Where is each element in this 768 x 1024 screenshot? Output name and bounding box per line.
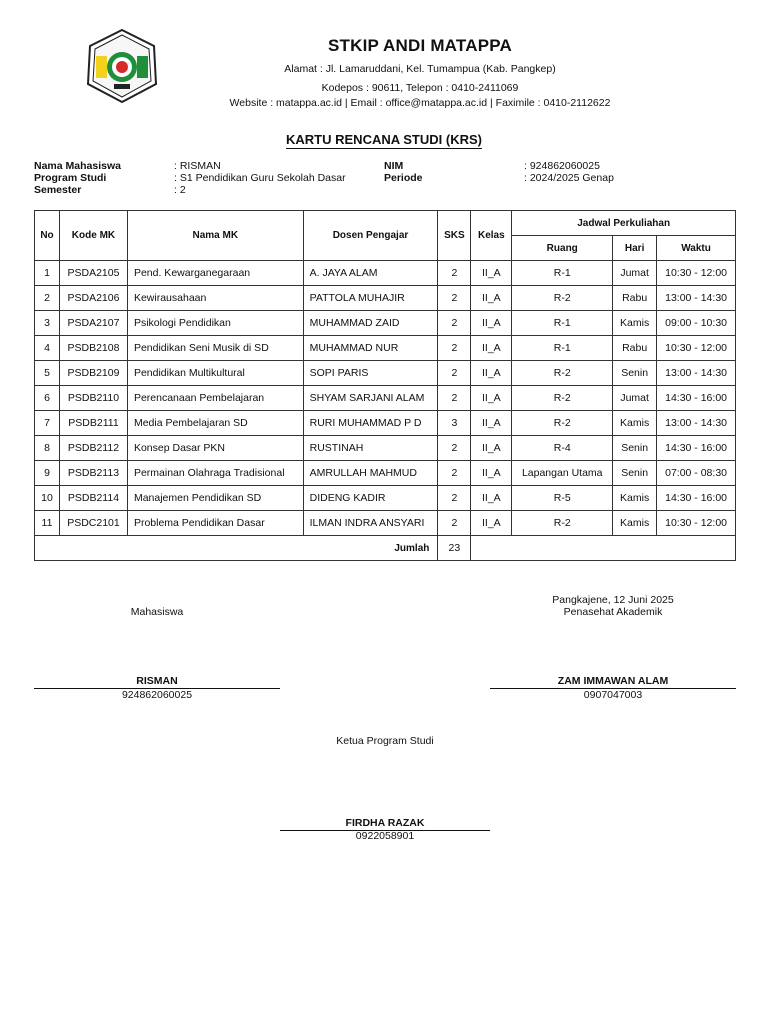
cell-dosen: SOPI PARIS [303, 361, 438, 386]
cell-nama: Kewirausahaan [127, 286, 303, 311]
col-kelas: Kelas [471, 211, 512, 261]
table-row [35, 361, 736, 386]
cell-sks: 2 [438, 436, 471, 461]
cell-kelas: II_A [471, 486, 512, 511]
advisor-signature-name: ZAM IMMAWAN ALAM [557, 675, 669, 687]
cell-ruang: R-5 [512, 486, 613, 511]
institution-web: Website : matappa.ac.id | Email : office@matappa.ac.id | Faximile : 0410-2112622 [229, 97, 611, 109]
cell-dosen: PATTOLA MUHAJIR [303, 286, 438, 311]
semester-value: : 2 [174, 184, 186, 196]
cell-kelas: II_A [471, 311, 512, 336]
cell-kode: PSDA2106 [59, 286, 127, 311]
cell-ruang: R-4 [512, 436, 613, 461]
col-kode: Kode MK [59, 211, 127, 261]
cell-nama: Perencanaan Pembelajaran [127, 386, 303, 411]
cell-waktu: 07:00 - 08:30 [657, 461, 736, 486]
document-title [0, 132, 768, 147]
program-label: Program Studi [34, 172, 107, 184]
cell-dosen: MUHAMMAD ZAID [303, 311, 438, 336]
cell-ruang: R-1 [512, 336, 613, 361]
col-ruang: Ruang [512, 236, 613, 261]
cell-kode: PSDB2109 [59, 361, 127, 386]
advisor-role: Penasehat Akademik [563, 606, 663, 618]
nim-label: NIM [384, 160, 404, 172]
cell-dosen: A. JAYA ALAM [303, 261, 438, 286]
col-hari: Hari [613, 236, 657, 261]
cell-dosen: ILMAN INDRA ANSYARI [303, 511, 438, 536]
table-row [35, 461, 736, 486]
col-nama: Nama MK [127, 211, 303, 261]
cell-no: 5 [35, 361, 60, 386]
total-empty [471, 536, 736, 561]
cell-sks: 2 [438, 361, 471, 386]
cell-sks: 2 [438, 386, 471, 411]
cell-kode: PSDB2114 [59, 486, 127, 511]
cell-hari: Kamis [613, 486, 657, 511]
cell-waktu: 10:30 - 12:00 [657, 511, 736, 536]
cell-no: 11 [35, 511, 60, 536]
cell-waktu: 09:00 - 10:30 [657, 311, 736, 336]
semester-label: Semester [34, 184, 82, 196]
table-row [35, 386, 736, 411]
cell-nama: Media Pembelajaran SD [127, 411, 303, 436]
cell-kelas: II_A [471, 461, 512, 486]
cell-no: 7 [35, 411, 60, 436]
cell-hari: Senin [613, 436, 657, 461]
cell-no: 10 [35, 486, 60, 511]
cell-sks: 2 [438, 311, 471, 336]
cell-waktu: 14:30 - 16:00 [657, 486, 736, 511]
total-label: Jumlah [35, 536, 438, 561]
cell-waktu: 14:30 - 16:00 [657, 436, 736, 461]
cell-waktu: 13:00 - 14:30 [657, 361, 736, 386]
table-row [35, 311, 736, 336]
institution-address: Alamat : Jl. Lamaruddani, Kel. Tumampua (Kab. Pangkep) [284, 63, 556, 75]
cell-ruang: R-2 [512, 286, 613, 311]
cell-sks: 2 [438, 336, 471, 361]
cell-ruang: R-1 [512, 261, 613, 286]
cell-sks: 2 [438, 461, 471, 486]
cell-waktu: 13:00 - 14:30 [657, 411, 736, 436]
col-dosen: Dosen Pengajar [303, 211, 438, 261]
col-no: No [35, 211, 60, 261]
cell-dosen: MUHAMMAD NUR [303, 336, 438, 361]
cell-kelas: II_A [471, 411, 512, 436]
table-row [35, 486, 736, 511]
cell-sks: 2 [438, 286, 471, 311]
cell-no: 1 [35, 261, 60, 286]
cell-nama: Konsep Dasar PKN [127, 436, 303, 461]
cell-waktu: 10:30 - 12:00 [657, 336, 736, 361]
cell-dosen: DIDENG KADIR [303, 486, 438, 511]
cell-sks: 2 [438, 511, 471, 536]
document-title-text: KARTU RENCANA STUDI (KRS) [286, 132, 482, 147]
cell-hari: Kamis [613, 411, 657, 436]
institution-name: STKIP ANDI MATAPPA [328, 36, 512, 55]
head-role: Ketua Program Studi [336, 735, 434, 747]
cell-kode: PSDB2108 [59, 336, 127, 361]
cell-no: 9 [35, 461, 60, 486]
cell-dosen: AMRULLAH MAHMUD [303, 461, 438, 486]
cell-kelas: II_A [471, 386, 512, 411]
table-row [35, 286, 736, 311]
cell-ruang: R-2 [512, 511, 613, 536]
total-sks: 23 [438, 536, 471, 561]
cell-kode: PSDB2111 [59, 411, 127, 436]
cell-no: 3 [35, 311, 60, 336]
student-signature-id: 924862060025 [121, 689, 193, 701]
table-row [35, 411, 736, 436]
cell-kelas: II_A [471, 436, 512, 461]
cell-ruang: R-1 [512, 311, 613, 336]
cell-dosen: RUSTINAH [303, 436, 438, 461]
cell-kode: PSDA2105 [59, 261, 127, 286]
place-date: Pangkajene, 12 Juni 2025 [552, 594, 674, 606]
cell-hari: Jumat [613, 386, 657, 411]
student-role: Mahasiswa [130, 606, 184, 618]
table-row [35, 511, 736, 536]
cell-kode: PSDB2113 [59, 461, 127, 486]
cell-kode: PSDC2101 [59, 511, 127, 536]
cell-nama: Permainan Olahraga Tradisional [127, 461, 303, 486]
cell-nama: Problema Pendidikan Dasar [127, 511, 303, 536]
cell-waktu: 10:30 - 12:00 [657, 261, 736, 286]
advisor-signature-id: 0907047003 [583, 689, 643, 701]
head-signature-name: FIRDHA RAZAK [345, 817, 425, 829]
cell-hari: Kamis [613, 511, 657, 536]
cell-hari: Jumat [613, 261, 657, 286]
cell-ruang: R-2 [512, 411, 613, 436]
cell-no: 4 [35, 336, 60, 361]
table-row [35, 261, 736, 286]
cell-kode: PSDB2110 [59, 386, 127, 411]
col-sks: SKS [438, 211, 471, 261]
cell-hari: Senin [613, 461, 657, 486]
cell-no: 6 [35, 386, 60, 411]
cell-ruang: R-2 [512, 386, 613, 411]
period-label: Periode [384, 172, 423, 184]
cell-kelas: II_A [471, 286, 512, 311]
student-info-labels [34, 160, 121, 196]
period-info-values [524, 160, 614, 184]
student-info-values [174, 160, 346, 196]
cell-ruang: Lapangan Utama [512, 461, 613, 486]
cell-nama: Manajemen Pendidikan SD [127, 486, 303, 511]
cell-kode: PSDB2112 [59, 436, 127, 461]
institution-logo [84, 28, 160, 104]
cell-nama: Pend. Kewarganegaraan [127, 261, 303, 286]
cell-ruang: R-2 [512, 361, 613, 386]
cell-waktu: 13:00 - 14:30 [657, 286, 736, 311]
nim-value: : 924862060025 [524, 160, 600, 172]
period-info-labels [384, 160, 423, 184]
col-waktu: Waktu [657, 236, 736, 261]
cell-sks: 2 [438, 486, 471, 511]
cell-no: 8 [35, 436, 60, 461]
col-jadwal: Jadwal Perkuliahan [512, 211, 736, 236]
head-signature-id: 0922058901 [355, 830, 415, 842]
name-label: Nama Mahasiswa [34, 160, 121, 172]
table-row [35, 436, 736, 461]
name-value: : RISMAN [174, 160, 221, 172]
institution-contact: Kodepos : 90611, Telepon : 0410-2411069 [321, 82, 519, 94]
cell-dosen: RURI MUHAMMAD P D [303, 411, 438, 436]
cell-sks: 3 [438, 411, 471, 436]
krs-table-body [35, 261, 736, 561]
cell-kode: PSDA2107 [59, 311, 127, 336]
cell-nama: Psikologi Pendidikan [127, 311, 303, 336]
cell-hari: Senin [613, 361, 657, 386]
table-row [35, 336, 736, 361]
cell-waktu: 14:30 - 16:00 [657, 386, 736, 411]
cell-hari: Kamis [613, 311, 657, 336]
total-row [35, 536, 736, 561]
cell-no: 2 [35, 286, 60, 311]
cell-sks: 2 [438, 261, 471, 286]
cell-kelas: II_A [471, 361, 512, 386]
cell-dosen: SHYAM SARJANI ALAM [303, 386, 438, 411]
program-value: : S1 Pendidikan Guru Sekolah Dasar [174, 172, 346, 184]
student-signature-name: RISMAN [136, 675, 178, 687]
cell-kelas: II_A [471, 336, 512, 361]
period-value: : 2024/2025 Genap [524, 172, 614, 184]
cell-hari: Rabu [613, 336, 657, 361]
krs-table [34, 210, 736, 561]
cell-nama: Pendidikan Multikultural [127, 361, 303, 386]
cell-nama: Pendidikan Seni Musik di SD [127, 336, 303, 361]
cell-kelas: II_A [471, 261, 512, 286]
cell-hari: Rabu [613, 286, 657, 311]
cell-kelas: II_A [471, 511, 512, 536]
